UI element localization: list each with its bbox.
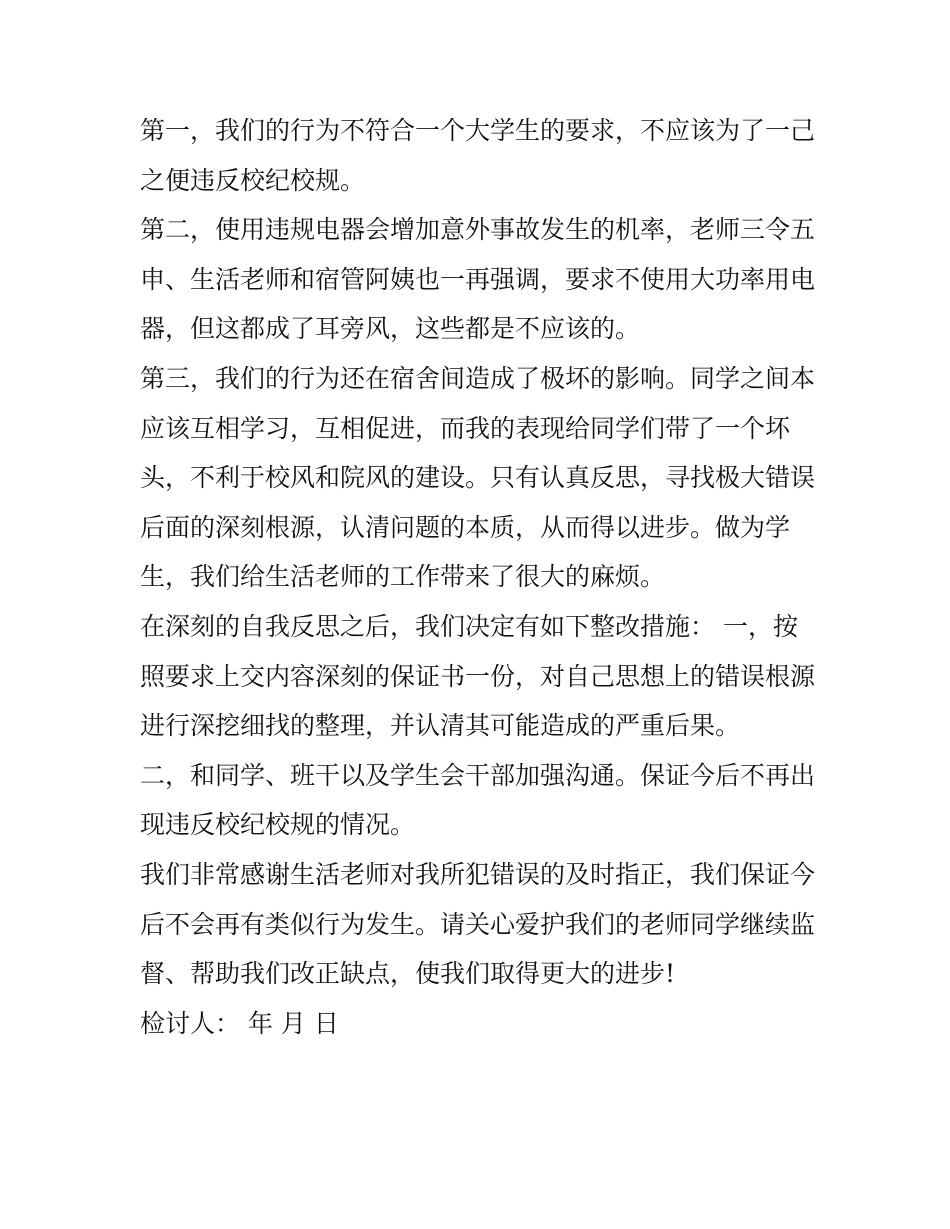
paragraph-thanks: 我们非常感谢生活老师对我所犯错误的及时指正，我们保证今 后不会再有类似行为发生。请关心爱护我们的老师同学继续监 督、帮助我们改正缺点，使我们取得更大的进步! [140,859,816,989]
document-body [140,106,820,1048]
paragraph-second-point: 第二，使用违规电器会增加意外事故发生的机率，老师三令五 申、生活老师和宿管阿姨也一再强调，要求不使用大功率用电 器，但这都成了耳旁风，这些都是不应该的。 [140,215,816,344]
paragraph-third-point: 第三，我们的行为还在宿舍间造成了极坏的影响。同学之间本 应该互相学习，互相促进，而我的表现给同学们带了一个坏 头，不利于校风和院风的建设。只有认真反思，寻找极大错误 后面的深刻根源，认清问题的本质，从而得以进步。做为学 生，我们给生活老师的工作带来了很大的麻烦。 [140,363,816,592]
paragraph-rectification-one: 在深刻的自我反思之后，我们决定有如下整改措施： 一，按 照要求上交内容深刻的保证书一份，对自己思想上的错误根源 进行深挖细找的整理，并认清其可能造成的严重后果。 [140,611,816,741]
paragraph-first-point: 第一，我们的行为不符合一个大学生的要求，不应该为了一己 之便违反校纪校规。 [140,116,816,195]
paragraph-rectification-two: 二，和同学、班干以及学生会干部加强沟通。保证今后不再出 现违反校纪校规的情况。 [140,760,816,840]
signature-line: 检讨人： 年 月 日 [140,1008,339,1038]
